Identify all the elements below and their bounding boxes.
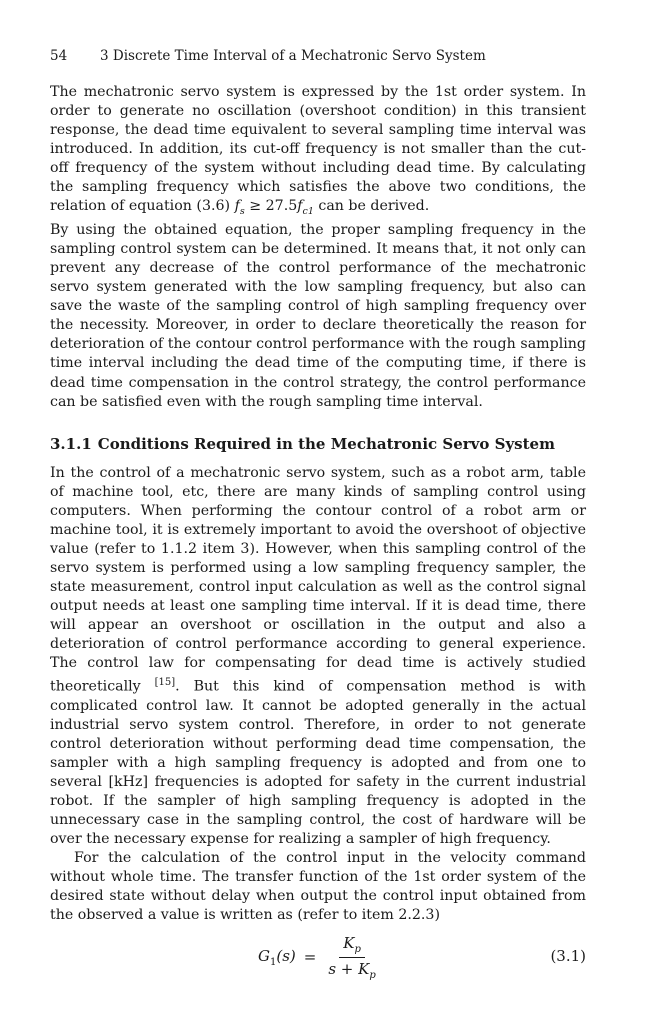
section-paragraph-1	[50, 464, 586, 850]
section-paragraph-2: For the calculation of the control input in the velocity command without whole time. The transfer function of the 1st order system of the desired state without delay when output the control input obtained from the observed a value is written as (refer to item 2.2.3)	[50, 850, 586, 924]
section-heading	[50, 434, 586, 454]
equation-fraction	[324, 934, 379, 981]
equation-lhs: $G_1(s)$	[258, 946, 296, 968]
running-head	[50, 46, 586, 66]
book-page	[50, 46, 586, 981]
equation-equals: =	[303, 948, 317, 967]
citation-ref: [15]	[154, 677, 176, 689]
intro-paragraph-1	[50, 83, 586, 221]
equation-numerator: $K_p$	[339, 934, 365, 958]
section-paragraph-1-after-ref: . But this kind of compensation method is with complicated control law. It cannot be adopted generally in the actual industrial servo system control. Therefore, in order to not generate control deterioration without performing dead time compensation, the sampler with a high sampling frequency is adopted and from one to several [kHz] frequencies is adopted for safety in the current industrial robot. If the sampler of high sampling frequency is adopted in the unnecessary case in the sampling control, the cost of hardware will be over the necessary expense for realizing a sampler of high frequency.	[50, 678, 586, 848]
intro-paragraph-1-end: can be derived.	[313, 198, 430, 215]
relation-fs: $f_s$	[234, 198, 245, 218]
equation-number: (3.1)	[550, 947, 586, 966]
relation-fc1: $f_{c1}$	[297, 198, 314, 218]
intro-paragraph-1-text: The mechatronic servo system is expressed by the 1st order system. In order to generate no oscillation (overshoot condition) in this transient response, the dead time equivalent to several sampling time interval was introduced. In addition, its cut-off frequency is not smaller than the cut-off frequency of the system without including dead time. By calculating the sampling frequency which satisfies the above two conditions, the relation of equation (3.6)	[50, 84, 586, 215]
equation-body	[258, 933, 380, 981]
section-number: 3.1.1	[50, 434, 92, 453]
page-number: 54	[50, 48, 68, 64]
relation-coefficient: 27.5	[265, 198, 298, 215]
section-title: Conditions Required in the Mechatronic Servo System	[97, 434, 555, 453]
section-paragraph-1-before-ref: In the control of a mechatronic servo system, such as a robot arm, table of machine tool, etc, there are many kinds of sampling control using computers. When performing the contour control of a robot arm or machine tool, it is extremely important to avoid the overshoot of objective value (refer to 1.1.2 item 3). However, when this sampling control of the servo system is performed using a low sampling frequency sampler, the state measurement, control input calculation as well as the control signal output needs at least one sampling time interval. If it is dead time, there will appear an overshoot or oscillation in the output and also a deterioration of control performance according to general experience. The control law for compensating for dead time is actively studied theoretically	[50, 464, 586, 695]
chapter-title: 3 Discrete Time Interval of a Mechatronic Servo System	[100, 48, 486, 64]
relation-operator: ≥	[244, 198, 266, 215]
equation-3-1	[50, 933, 586, 981]
intro-paragraph-2: By using the obtained equation, the proper sampling frequency in the sampling control system can be determined. It means that, it not only can prevent any decrease of the control performance of the mechatronic servo system generated with the low sampling frequency, but also can save the waste of the sampling control of high sampling frequency over the necessity. Moreover, in order to declare theoretically the reason for deterioration of the contour control performance with the rough sampling time interval including the dead time of the computing time, if there is dead time compensation in the control strategy, the control performance can be satisfied even with the rough sampling time interval.	[50, 222, 586, 410]
equation-denominator: $s + K_p$	[328, 959, 376, 981]
